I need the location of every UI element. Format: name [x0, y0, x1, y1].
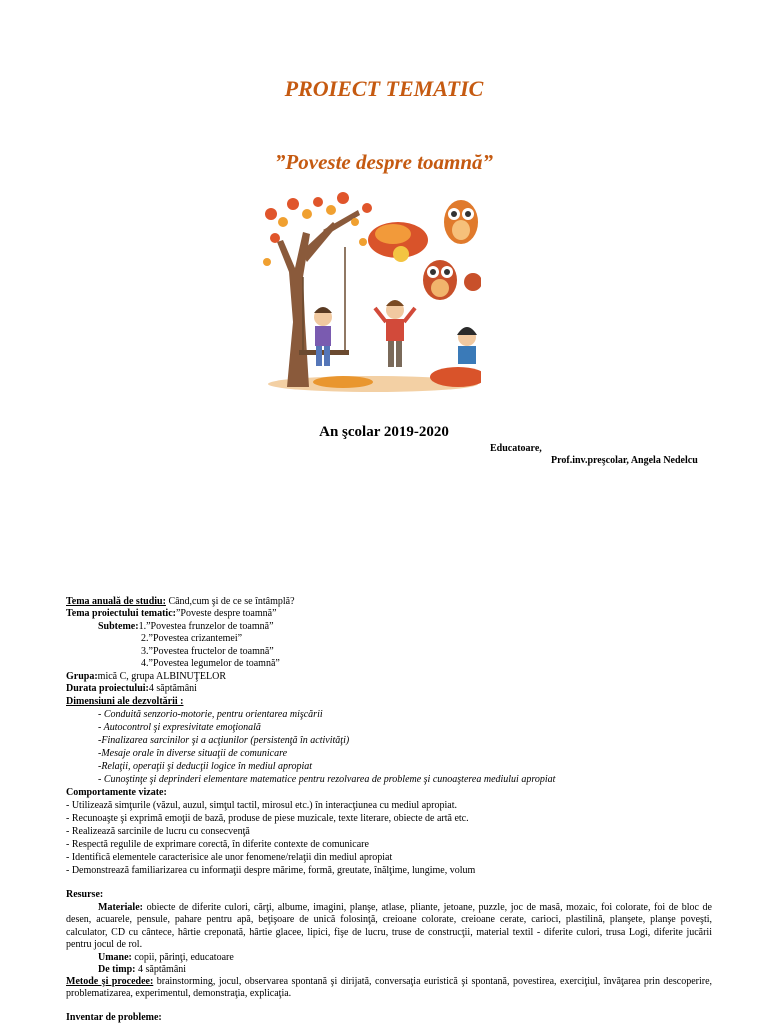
comportament-item: - Demonstrează familiarizarea cu informaţii despre mărime, formă, greutate, înălţime, lungime, volum	[66, 865, 476, 876]
inventar-label: Inventar de probleme:	[66, 1012, 162, 1023]
comportament-item: - Utilizează simţurile (văzul, auzul, simţul tactil, mirosul etc.) în interacţiunea cu mediul apropiat.	[66, 800, 457, 811]
tema-anuala-label: Tema anuală de studiu:	[66, 596, 166, 607]
educator-name: Prof.inv.preşcolar, Angela Nedelcu	[551, 455, 698, 466]
document-title: PROIECT TEMATIC	[284, 76, 484, 101]
tema-anuala-value: Când,cum şi de ce se întâmplă?	[168, 596, 295, 607]
subtema-item: 4.”Povestea legumelor de toamnă”	[141, 658, 280, 669]
comportament-item: - Recunoaşte şi exprimă emoţii de bază, produse de piese muzicale, texte literare, obiecte de artă etc.	[66, 813, 469, 824]
metode-text: brainstorming, jocul, observarea spontană şi dirijată, conversaţia euristică şi spontană, povestirea, exerciţiul, învăţarea prin descoperire, problematizarea, experimentul, demonstraţia, explicaţia.	[66, 976, 713, 1000]
dimensiune-item: -Mesaje orale în diverse situaţii de comunicare	[98, 748, 288, 759]
educator-label: Educatoare,	[490, 443, 542, 454]
timp-label: De timp:	[98, 964, 136, 975]
dimensiune-item: - Cunoştinţe şi deprinderi elementare matematice pentru rezolvarea de probleme şi cunoaşterea mediului apropiat	[98, 774, 556, 785]
materiale-label: Materiale:	[98, 902, 143, 913]
comportament-item: - Respectă regulile de exprimare corectă, în diferite contexte de comunicare	[66, 839, 369, 850]
document-subtitle: ”Poveste despre toamnă”	[274, 150, 494, 174]
tema-proiect-line	[66, 608, 277, 620]
dimensiune-item: - Autocontrol şi expresivitate emoţională	[98, 722, 261, 733]
subtema-item: 3.”Povestea fructelor de toamnă”	[141, 646, 274, 657]
subtema-item: 2.”Povestea crizantemei”	[141, 633, 243, 644]
subteme-label: Subteme:	[98, 621, 139, 632]
timp-line	[98, 964, 186, 976]
comportamente-label: Comportamente vizate:	[66, 787, 167, 798]
timp-value: 4 săptămâni	[138, 964, 187, 975]
durata-value: 4 săptămâni	[148, 683, 197, 694]
materiale-text: obiecte de diferite culori, cărţi, albume, imagini, planşe, atlase, pliante, jetoane, puzzle, joc de masă, mozaic, foi colorate, foi de bloc de desen, acuarele, pensule, pahare pentru apă, beţişoare de unică folosinţă, creioane colorate, creioane cerate, carioci, plastilină, planşete, planşe poveşti, calculator, CD cu cântece, hârtie creponată, hârtie glacee, lipici, fişe de lucru, truse de construcţii, material textil - diferite culori, trusa Logi, diferite jucării pentru jocul de rol.	[66, 902, 712, 950]
tema-anuala-line	[66, 596, 295, 608]
subtema-item: 1.”Povestea frunzelor de toamnă”	[138, 621, 274, 632]
tema-proiect-value: ”Poveste despre toamnă”	[175, 608, 277, 619]
autumn-illustration-icon	[263, 192, 481, 392]
dimensiuni-label: Dimensiuni ale dezvoltării :	[66, 696, 184, 707]
umane-label: Umane:	[98, 952, 132, 963]
dimensiune-item: -Relaţii, operaţii şi deducţii logice în mediul apropiat	[98, 761, 313, 772]
durata-line	[66, 683, 197, 695]
comportament-item: - Realizează sarcinile de lucru cu consecvenţă	[66, 826, 250, 837]
umane-line	[98, 952, 234, 964]
umane-value: copii, părinţi, educatoare	[134, 952, 234, 963]
dimensiune-item: -Finalizarea sarcinilor şi a acţiunilor (persistenţă în activităţi)	[98, 735, 350, 746]
grupa-line	[66, 671, 226, 683]
durata-label: Durata proiectului:	[66, 683, 149, 694]
materiale-paragraph	[66, 902, 712, 951]
dimensiune-item: - Conduită senzorio-motorie, pentru orientarea mişcării	[98, 709, 323, 720]
metode-label: Metode şi procedee:	[66, 976, 154, 987]
resurse-label: Resurse:	[66, 889, 104, 900]
subteme-line-1	[98, 621, 274, 633]
school-year: An şcolar 2019-2020	[319, 424, 449, 440]
tema-proiect-label: Tema proiectului tematic:	[66, 608, 176, 619]
grupa-value: mică C, grupa ALBINUŢELOR	[97, 671, 226, 682]
metode-paragraph	[66, 976, 712, 1001]
grupa-label: Grupa:	[66, 671, 98, 682]
comportament-item: - Identifică elementele caracterisice ale unor fenomene/relaţii din mediul apropiat	[66, 852, 393, 863]
